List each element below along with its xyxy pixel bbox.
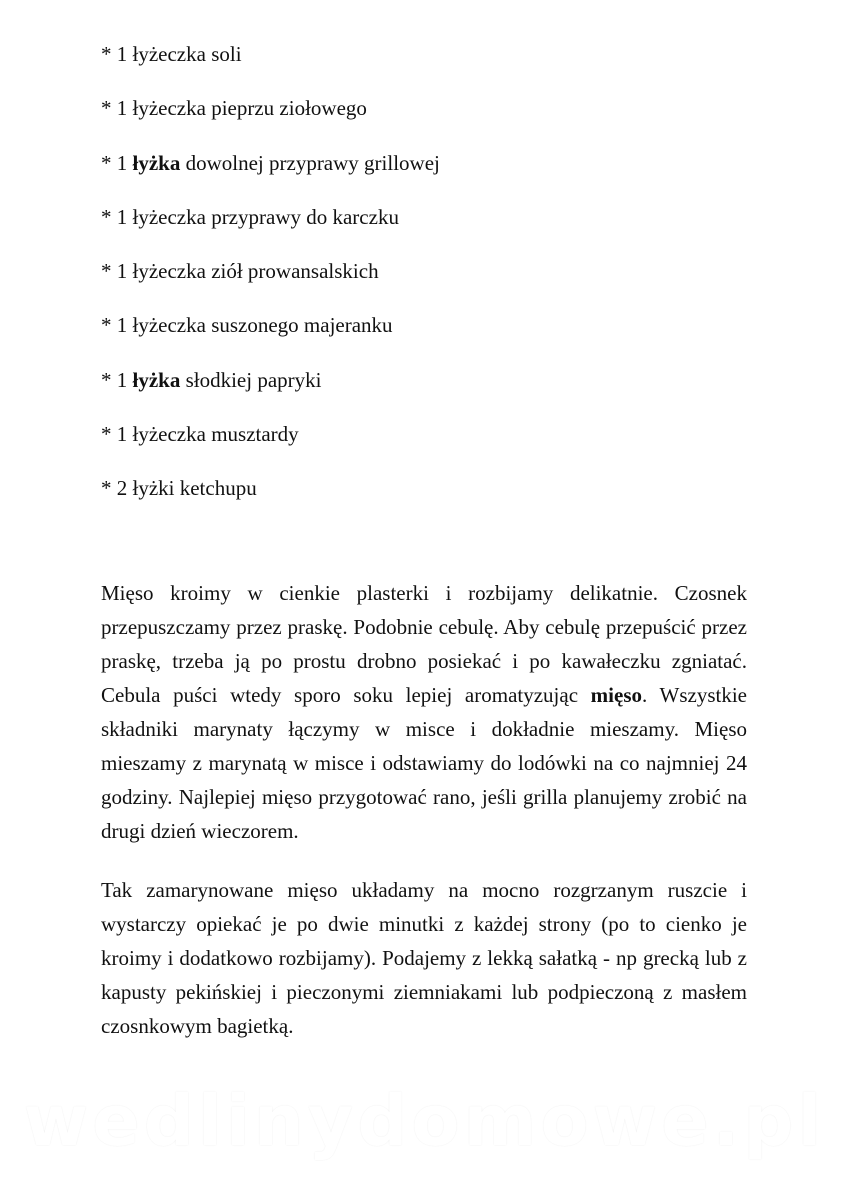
watermark: wedlinydomowe.pl <box>23 1080 826 1162</box>
ingredient-item: * 1 łyżeczka przyprawy do karczku <box>101 204 399 229</box>
ingredient-item: * 1 łyżeczka ziół prowansalskich <box>101 259 379 284</box>
ingredient-item: * 2 łyżki ketchupu <box>101 476 257 501</box>
ingredient-item: * 1 łyżeczka suszonego majeranku <box>101 313 393 338</box>
ingredient-item: * 1 łyżka słodkiej papryki <box>101 367 322 392</box>
preparation-paragraph: Mięso kroimy w cienkie plasterki i rozbijamy delikatnie. Czosnek przepuszczamy przez praskę. Podobnie cebulę. Aby cebulę przepuścić przez praskę, trzeba ją po prostu drobno posiekać i po kawałeczku zgniatać. Cebula puści wtedy sporo soku lepiej aromatyzując mięso. Wszystkie składniki marynaty łączymy w misce i dokładnie mieszamy. Mięso mieszamy z marynatą w misce i odstawiamy do lodówki na co najmniej 24 godziny. Najlepiej mięso przygotować rano, jeśli grilla planujemy zrobić na drugi dzień wieczorem. <box>101 581 747 843</box>
serving-paragraph: Tak zamarynowane mięso układamy na mocno rozgrzanym ruszcie i wystarczy opiekać je po dwie minutki z każdej strony (po to cienko je kroimy i dodatkowo rozbijamy). Podajemy z lekką sałatką - np grecką lub z kapusty pekińskiej i pieczonymi ziemniakami lub podpieczoną z masłem czosnkowym bagietką. <box>101 878 747 1038</box>
ingredient-item: * 1 łyżeczka soli <box>101 42 242 66</box>
ingredient-item: * 1 łyżeczka pieprzu ziołowego <box>101 96 367 121</box>
ingredient-item: * 1 łyżka dowolnej przyprawy grillowej <box>101 150 440 175</box>
bold-keyword: mięso <box>590 683 642 707</box>
bold-unit: łyżka <box>132 367 181 392</box>
ingredient-list <box>101 38 440 527</box>
bold-unit: łyżka <box>132 150 181 175</box>
ingredient-item: * 1 łyżeczka musztardy <box>101 422 299 447</box>
